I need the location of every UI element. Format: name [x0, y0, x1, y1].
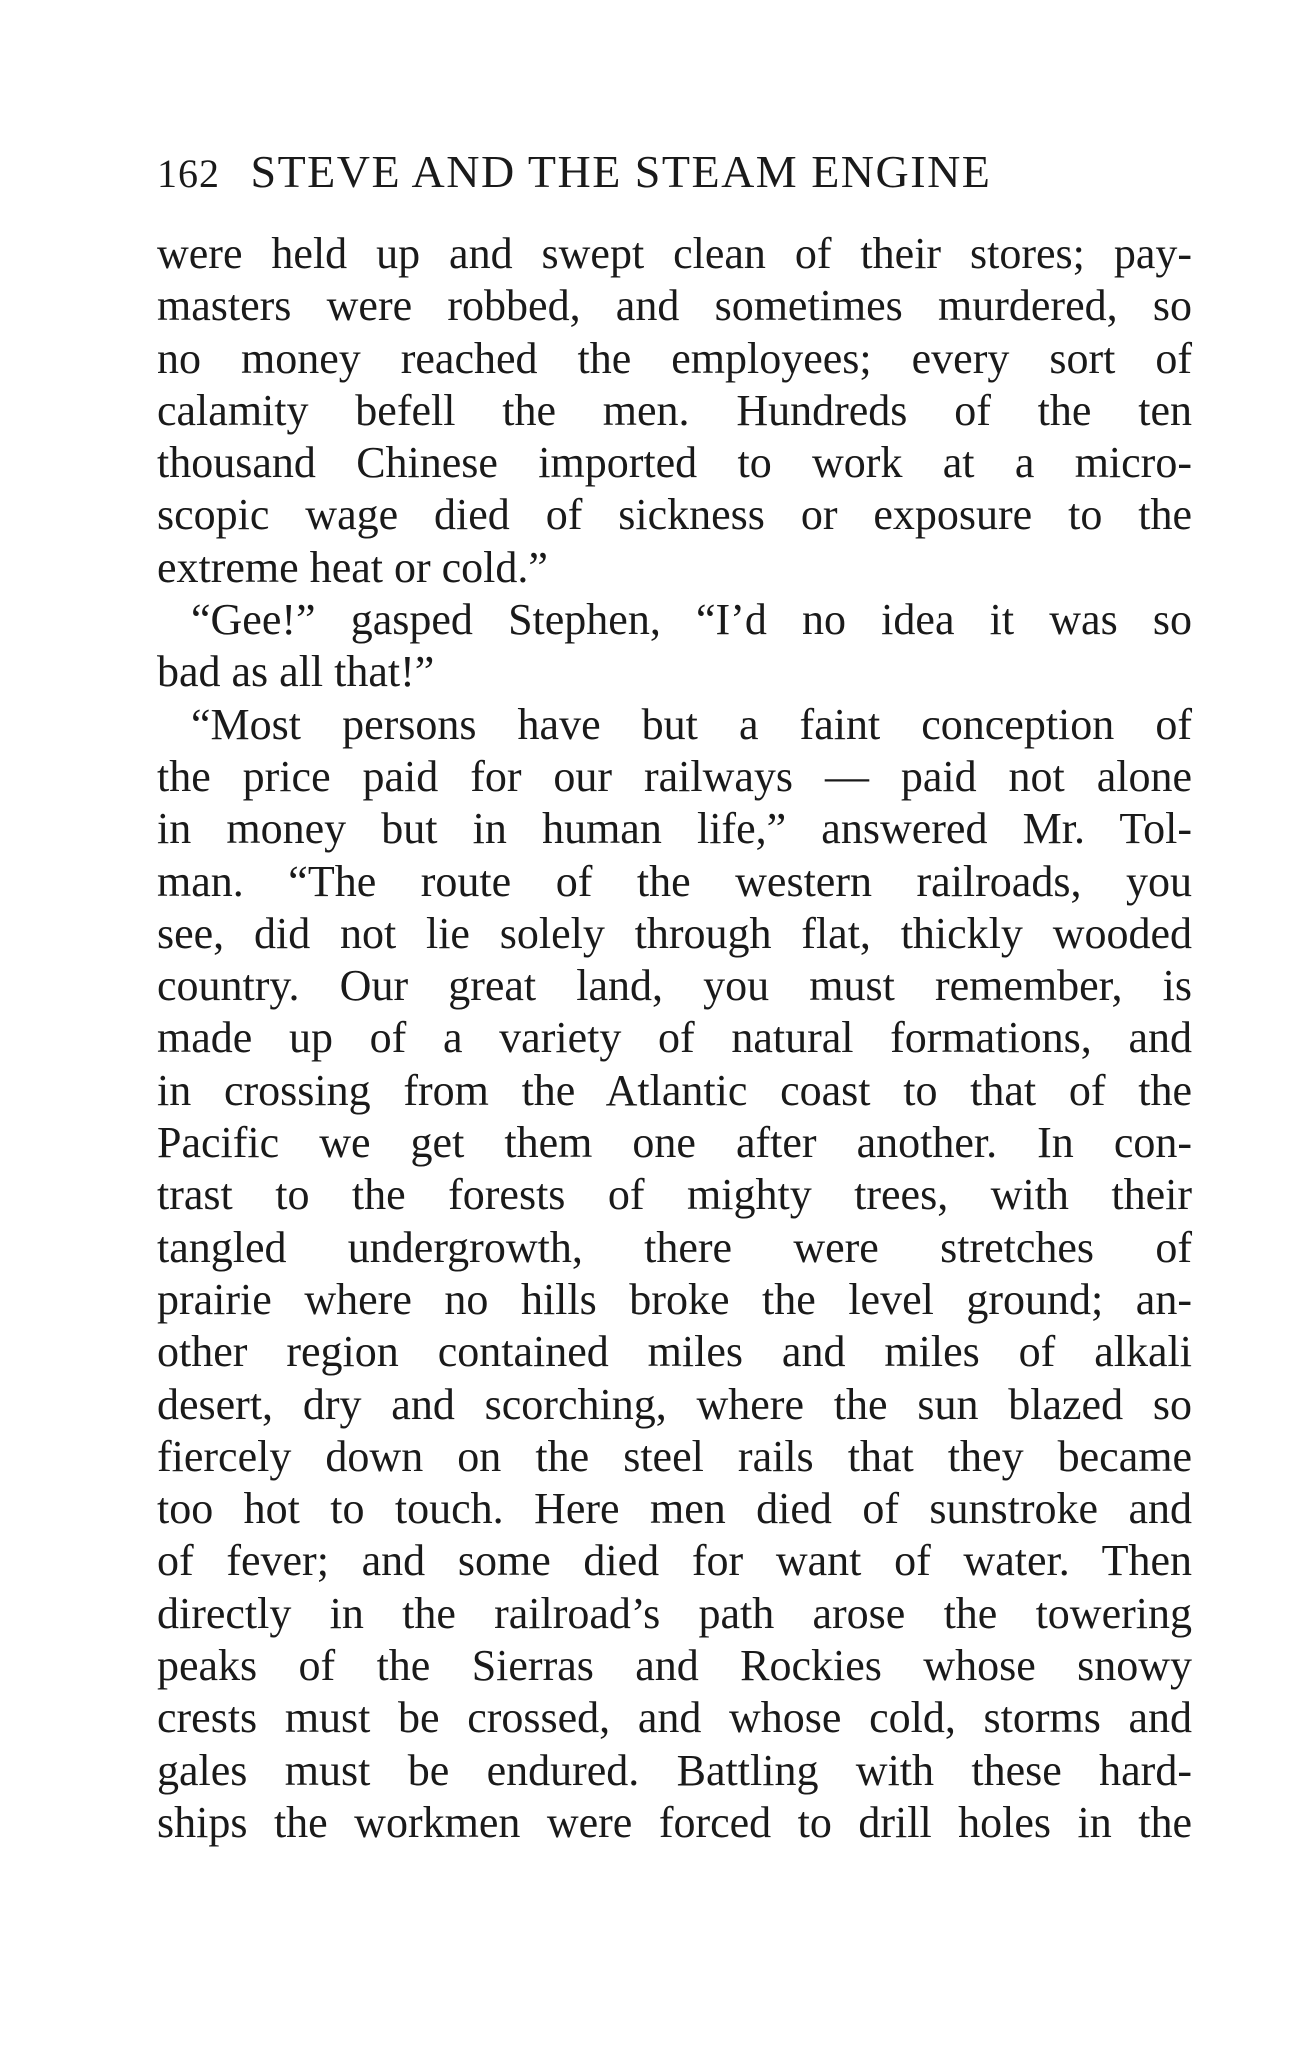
text-line: other region contained miles and miles of alkali: [157, 1327, 1192, 1377]
text-line: desert, dry and scorching, where the sun blazed so: [157, 1379, 1192, 1429]
text-line: made up of a variety of natural formations, and: [157, 1013, 1192, 1063]
text-line: ships the workmen were forced to drill holes in the: [157, 1797, 1192, 1847]
text-line: gales must be endured. Battling with these hard-: [157, 1745, 1192, 1795]
text-line: man. “The route of the western railroads, you: [157, 856, 1192, 906]
text-line: in crossing from the Atlantic coast to that of the: [157, 1065, 1192, 1115]
text-line: “Gee!” gasped Stephen, “I’d no idea it was so: [191, 595, 1192, 645]
text-line: of fever; and some died for want of water. Then: [157, 1536, 1192, 1586]
text-line: Pacific we get them one after another. In con-: [157, 1118, 1192, 1168]
text-line: country. Our great land, you must remember, is: [157, 961, 1192, 1011]
text-line: masters were robbed, and sometimes murdered, so: [157, 281, 1192, 331]
text-line: prairie where no hills broke the level ground; an-: [157, 1274, 1192, 1324]
text-line: “Most persons have but a faint conception of: [191, 699, 1192, 749]
text-line: trast to the forests of mighty trees, with their: [157, 1170, 1192, 1220]
text-line: calamity befell the men. Hundreds of the ten: [157, 385, 1192, 435]
page-header: [157, 140, 1192, 204]
text-line: bad as all that!”: [157, 647, 435, 697]
text-line: directly in the railroad’s path arose the towering: [157, 1588, 1192, 1638]
text-line: thousand Chinese imported to work at a micro-: [157, 438, 1192, 488]
body-text: [157, 228, 1192, 1849]
text-line: too hot to touch. Here men died of sunstroke and: [157, 1484, 1192, 1534]
text-line: crests must be crossed, and whose cold, storms and: [157, 1693, 1192, 1743]
running-head: STEVE AND THE STEAM ENGINE: [250, 146, 992, 197]
text-line: scopic wage died of sickness or exposure to the: [157, 490, 1192, 540]
text-line: extreme heat or cold.”: [157, 542, 548, 592]
text-line: the price paid for our railways — paid not alone: [157, 751, 1192, 801]
text-line: no money reached the employees; every sort of: [157, 333, 1192, 383]
text-line: peaks of the Sierras and Rockies whose snowy: [157, 1641, 1192, 1691]
text-line: in money but in human life,” answered Mr. Tol-: [157, 804, 1192, 854]
text-line: see, did not lie solely through flat, thickly wooded: [157, 908, 1192, 958]
text-line: tangled undergrowth, there were stretches of: [157, 1222, 1192, 1272]
text-line: fiercely down on the steel rails that they became: [157, 1431, 1192, 1481]
page-number: 162: [157, 151, 220, 196]
text-line: were held up and swept clean of their stores; pay-: [157, 229, 1192, 278]
